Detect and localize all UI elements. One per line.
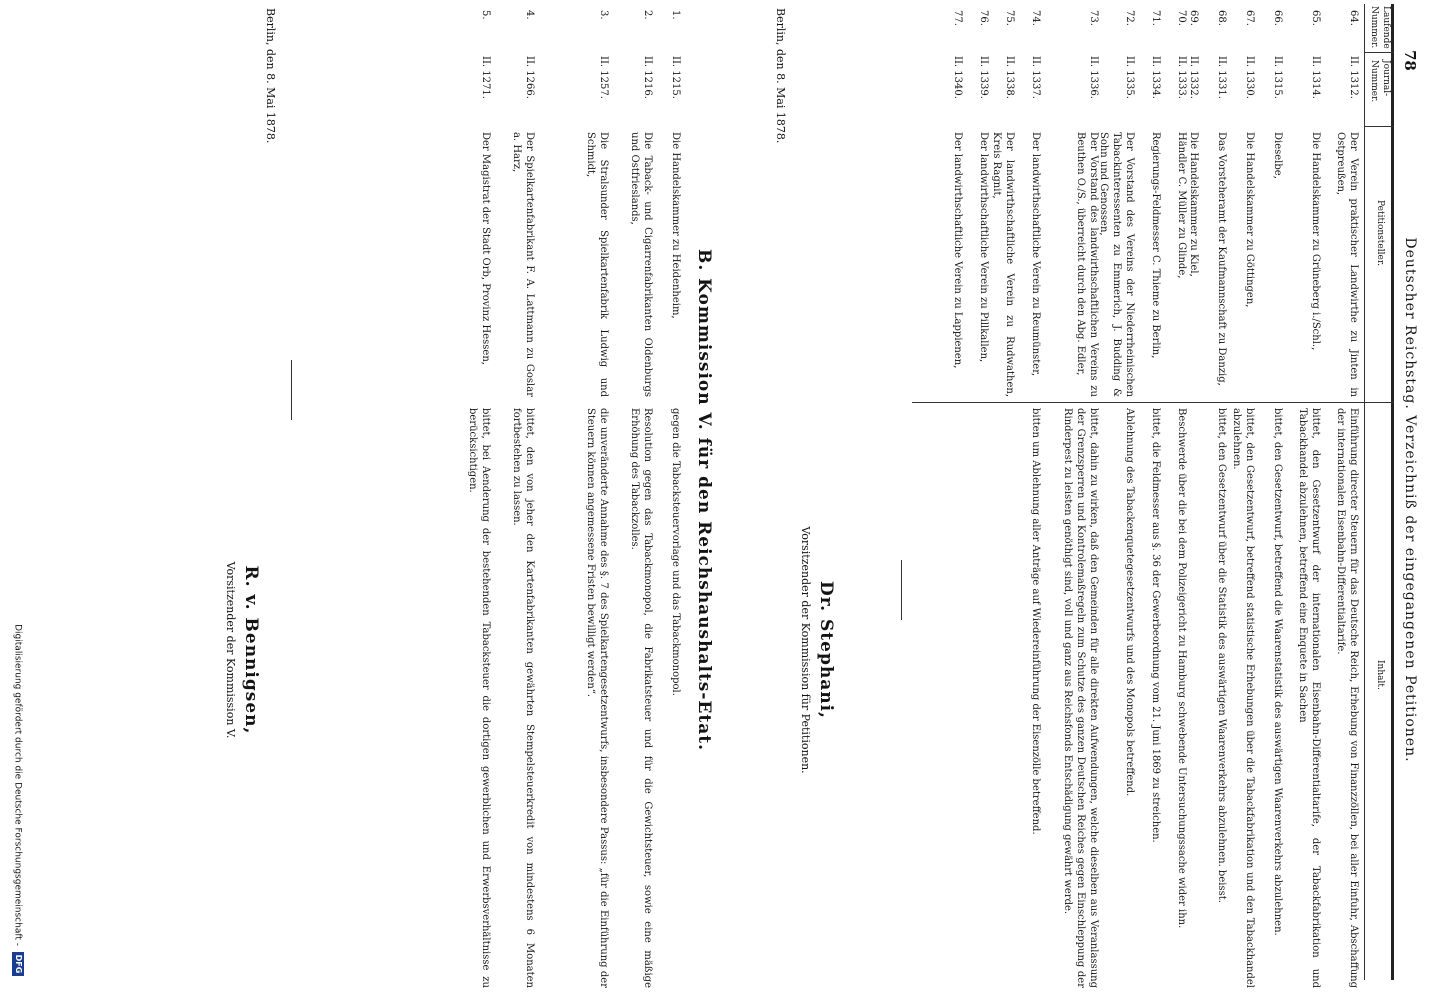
row-number: 73. [1088, 10, 1099, 26]
row-content: bittet, den Gesetzentwurf, betreffend statistische Erhebungen über die Tabackfabrikation und den Tabackhandel abzulehnen. [1231, 408, 1255, 988]
row-journal-number: II. 1335. [1124, 56, 1135, 99]
row-petitioner: Der landwirthschaftliche Verein zu Lappienen, [952, 132, 963, 369]
row-number: 66. [1272, 10, 1283, 26]
table-row [448, 0, 492, 1000]
row-number: 4. [524, 10, 535, 20]
section-b-title: B. Kommission V. für den Reichshaushalts-Etat. [694, 248, 714, 752]
row-number: 69. [1188, 10, 1199, 26]
signature-b-name: R. v. Bennigsen, [241, 565, 261, 735]
row-petitioner: Die Handelskammer zu Kiel, [1188, 132, 1199, 277]
row-petitioner: Der Vorstand des Vereins der Niederrheinischen Tabackinteressenten zu Emmerich, J. Budding & Sohn und Genossen, [1098, 132, 1135, 397]
running-head: Deutscher Reichstag. Verzeichniß der eingegangenen Petitionen. [1402, 237, 1418, 763]
table-row [1098, 0, 1136, 1000]
header-journal: Journal- [1381, 60, 1391, 97]
row-number: 65. [1310, 10, 1321, 26]
row-journal-number: II. 1271. [480, 56, 491, 99]
row-content: die unveränderte Annahme des §. 7 des Spielkartengesetzentwurfs, insbesondere Passus: „für die Einführung der Steuern können angemessene Fristen bewilligt werden“. [585, 408, 609, 988]
row-journal-number: II. 1339. [978, 56, 989, 99]
table-row [1286, 0, 1322, 1000]
table-row [656, 0, 682, 1000]
row-number: 1. [670, 10, 681, 20]
row-petitioner: Die Handelskammer zu Grüneberg i./Schl., [1310, 132, 1321, 351]
header-laufende-nummer: Nummer. [1369, 6, 1379, 49]
row-content: gegen die Tabacksteuervorlage und das Tabackmonopol. [670, 408, 681, 696]
row-journal-number: II. 1314. [1310, 56, 1321, 99]
table-row [966, 0, 990, 1000]
table-row [1164, 0, 1188, 1000]
row-content: Resolution gegen das Tabackmonopol, die Fabrikatsteuer und für die Gewichtsteuer, sowie eine mäßige Erhöhung des Tabackzolles. [629, 408, 653, 988]
row-petitioner: Der landwirthschaftliche Verein zu Rudwathen, Kreis Ragnit, [991, 132, 1015, 397]
row-number: 70. [1176, 10, 1187, 26]
row-petitioner: Die Taback- und Cigarrenfabrikanten Oldenburgs und Ostfrieslands, [629, 132, 653, 397]
row-content: Einführung directer Steuern für das Deutsche Reich, Erhebung von Finanzzöllen, bei aller Einfuhr, Abschaffung der internationalen Eisenbahn-Differentialtarife. [1335, 408, 1359, 988]
row-petitioner: Dieselbe, [1272, 132, 1283, 179]
row-number: 2. [642, 10, 653, 20]
row-journal-number: II. 1340. [952, 56, 963, 99]
header-petitioner: Petitionsteller. [1375, 200, 1385, 267]
table-row [940, 0, 964, 1000]
row-number: 3. [598, 10, 609, 20]
row-journal-number: II. 1332. [1188, 56, 1199, 99]
row-number: 74. [1030, 10, 1041, 26]
dfg-logo-icon: DFG [12, 952, 24, 976]
row-journal-number: II. 1331. [1216, 56, 1227, 99]
digitization-note-text: Digitalisierung gefördert durch die Deutsche Forschungsgemeinschaft - [12, 624, 23, 946]
row-journal-number: II. 1216. [642, 56, 653, 99]
signature-a-name: Dr. Stephani, [816, 581, 836, 719]
row-content: bittet, den Gesetzentwurf der internationalen Eisenbahn-Differentialtarife, der Tabackfabrikation und Tabackhandel abzulehnen, betreffend eine Enquete in Sachen [1297, 408, 1321, 988]
row-journal-number: II. 1336. [1088, 56, 1099, 99]
row-content: bittet, bei Aenderung der bestehenden Tabacksteuer die dortigen gewerblichen und Erwerbsverhältnisse zu berücksichtigen. [467, 408, 491, 988]
table-row [1230, 0, 1256, 1000]
row-petitioner: Die Handelskammer zu Göttingen, [1244, 132, 1255, 308]
row-number: 71. [1150, 10, 1161, 26]
row-journal-number: II. 1215. [670, 56, 681, 99]
row-petitioner: Die Handelskammer zu Heidenheim, [670, 132, 681, 319]
row-journal-number: II. 1337. [1030, 56, 1041, 99]
row-petitioner: Der Verein praktischer Landwirthe zu Jinten in Ostpreußen, [1335, 132, 1359, 397]
row-journal-number: II. 1315. [1272, 56, 1283, 99]
row-number: 68. [1216, 10, 1227, 26]
row-journal-number: II. 1333. [1176, 56, 1187, 99]
row-content: bittet, dahin zu wirken, daß den Gemeinden für alle direkten Aufwendungen, welche dieselben aus Veranlassung der Grenzsperren und Kontrolemaßregeln zum Schutze des ganzen Deutschen Reiches gegen Einschleppung der Rinderpest zu leisten genöthigt sind, voll und ganz aus Reichsfonds Entschädigung gewährt werde. [1062, 408, 1099, 988]
header-journal-nummer: Nummer. [1369, 60, 1379, 103]
row-number: 77. [952, 10, 963, 26]
row-content: bitten um Ablehnung aller Anträge auf Wiedereinführung der Eisenzölle betreffend. [1030, 408, 1041, 835]
row-number: 76. [978, 10, 989, 26]
table-row [1188, 0, 1200, 1000]
row-content: bittet, die Feldmesser aus §. 36 der Gewerbeordnung vom 21. Juni 1869 zu streichen. [1150, 408, 1161, 843]
row-number: 75. [1004, 10, 1015, 26]
page-number: 78 [1401, 50, 1419, 71]
row-content: bittet, den Gesetzentwurf über die Statistik des auswärtigen Waarenverkehrs abzulehnen. beisst. [1216, 408, 1227, 903]
row-petitioner: Der landwirthschaftliche Verein zu Pillkallen, [978, 132, 989, 363]
col-divider-1 [1364, 52, 1394, 53]
col-divider-2 [1364, 126, 1394, 127]
signature-a-role: Vorsitzender der Kommission für Petitionen. [799, 526, 812, 774]
row-journal-number: II. 1334. [1150, 56, 1161, 99]
row-number: 64. [1348, 10, 1359, 26]
header-content: Inhalt. [1375, 660, 1385, 690]
row-journal-number: II. 1338. [1004, 56, 1015, 99]
short-rule-b [291, 360, 292, 420]
header-top-rule [1391, 4, 1394, 980]
table-row [992, 0, 1016, 1000]
row-number: 67. [1244, 10, 1255, 26]
row-petitioner: Der Spielkartenfabrikant F. A. Lattmann zu Goslar a. Harz, [511, 132, 535, 397]
row-petitioner: Die Stralsunder Spielkartenfabrik Ludwig und Schmidt, [585, 132, 609, 397]
signature-b-place-date: Berlin, den 8. Mai 1878. [264, 8, 277, 144]
row-journal-number: II. 1330. [1244, 56, 1255, 99]
signature-a-place-date: Berlin, den 8. Mai 1878. [774, 8, 787, 144]
row-number: 5. [480, 10, 491, 20]
row-number: 72. [1124, 10, 1135, 26]
row-content: bittet, den Gesetzentwurf, betreffend die Waarenstatistik des auswärtigen Waarenverkehrs abzulehnen. [1272, 408, 1283, 936]
row-journal-number: II. 1266. [524, 56, 535, 99]
row-content: Ablehnung des Tabackenquetegesetzentwurfs und des Monopols betreffend. [1124, 408, 1135, 797]
header-bottom-rule [1364, 4, 1365, 980]
header-laufende: Laufende [1381, 6, 1391, 49]
row-petitioner: Der Vorstand des landwirthschaftlichen Vereins zu Beuthen O./S., überreicht durch den Abg. Edler, [1075, 132, 1099, 397]
row-content: bittet, den von jeher den Kartenfabrikanten gewährten Stempelsteuerkredit von mindestens 6 Monaten fortbestehen zu lassen. [511, 408, 535, 988]
row-content: Beschwerde über die bei dem Polizeigericht zu Hamburg schwebende Untersuchungssache wider ihn. [1176, 408, 1187, 929]
table-row [1138, 0, 1162, 1000]
table-row [612, 0, 654, 1000]
table-row [1018, 0, 1042, 1000]
table-row [494, 0, 536, 1000]
table-row [1258, 0, 1284, 1000]
digitization-note [11, 0, 25, 1000]
table-row [538, 0, 610, 1000]
row-journal-number: II. 1312. [1348, 56, 1359, 99]
table-row [1044, 0, 1100, 1000]
row-petitioner: Der landwirthschaftliche Verein zu Reumünster, [1030, 132, 1041, 377]
row-journal-number: II. 1257. [598, 56, 609, 99]
signature-b-role: Vorsitzender der Kommission V. [224, 561, 237, 739]
row-petitioner: Regierungs-Feldmesser C. Thieme zu Berlin, [1150, 132, 1161, 359]
short-rule-a [901, 560, 902, 620]
row-petitioner: Händler C. Müller zu Glinde, [1176, 132, 1187, 279]
table-row [1202, 0, 1228, 1000]
row-petitioner: Das Vorsteheramt der Kaufmannschaft zu Danzig, [1216, 132, 1227, 386]
row-petitioner: Der Magistrat der Stadt Orb, Provinz Hessen, [480, 132, 491, 365]
table-row [1324, 0, 1360, 1000]
